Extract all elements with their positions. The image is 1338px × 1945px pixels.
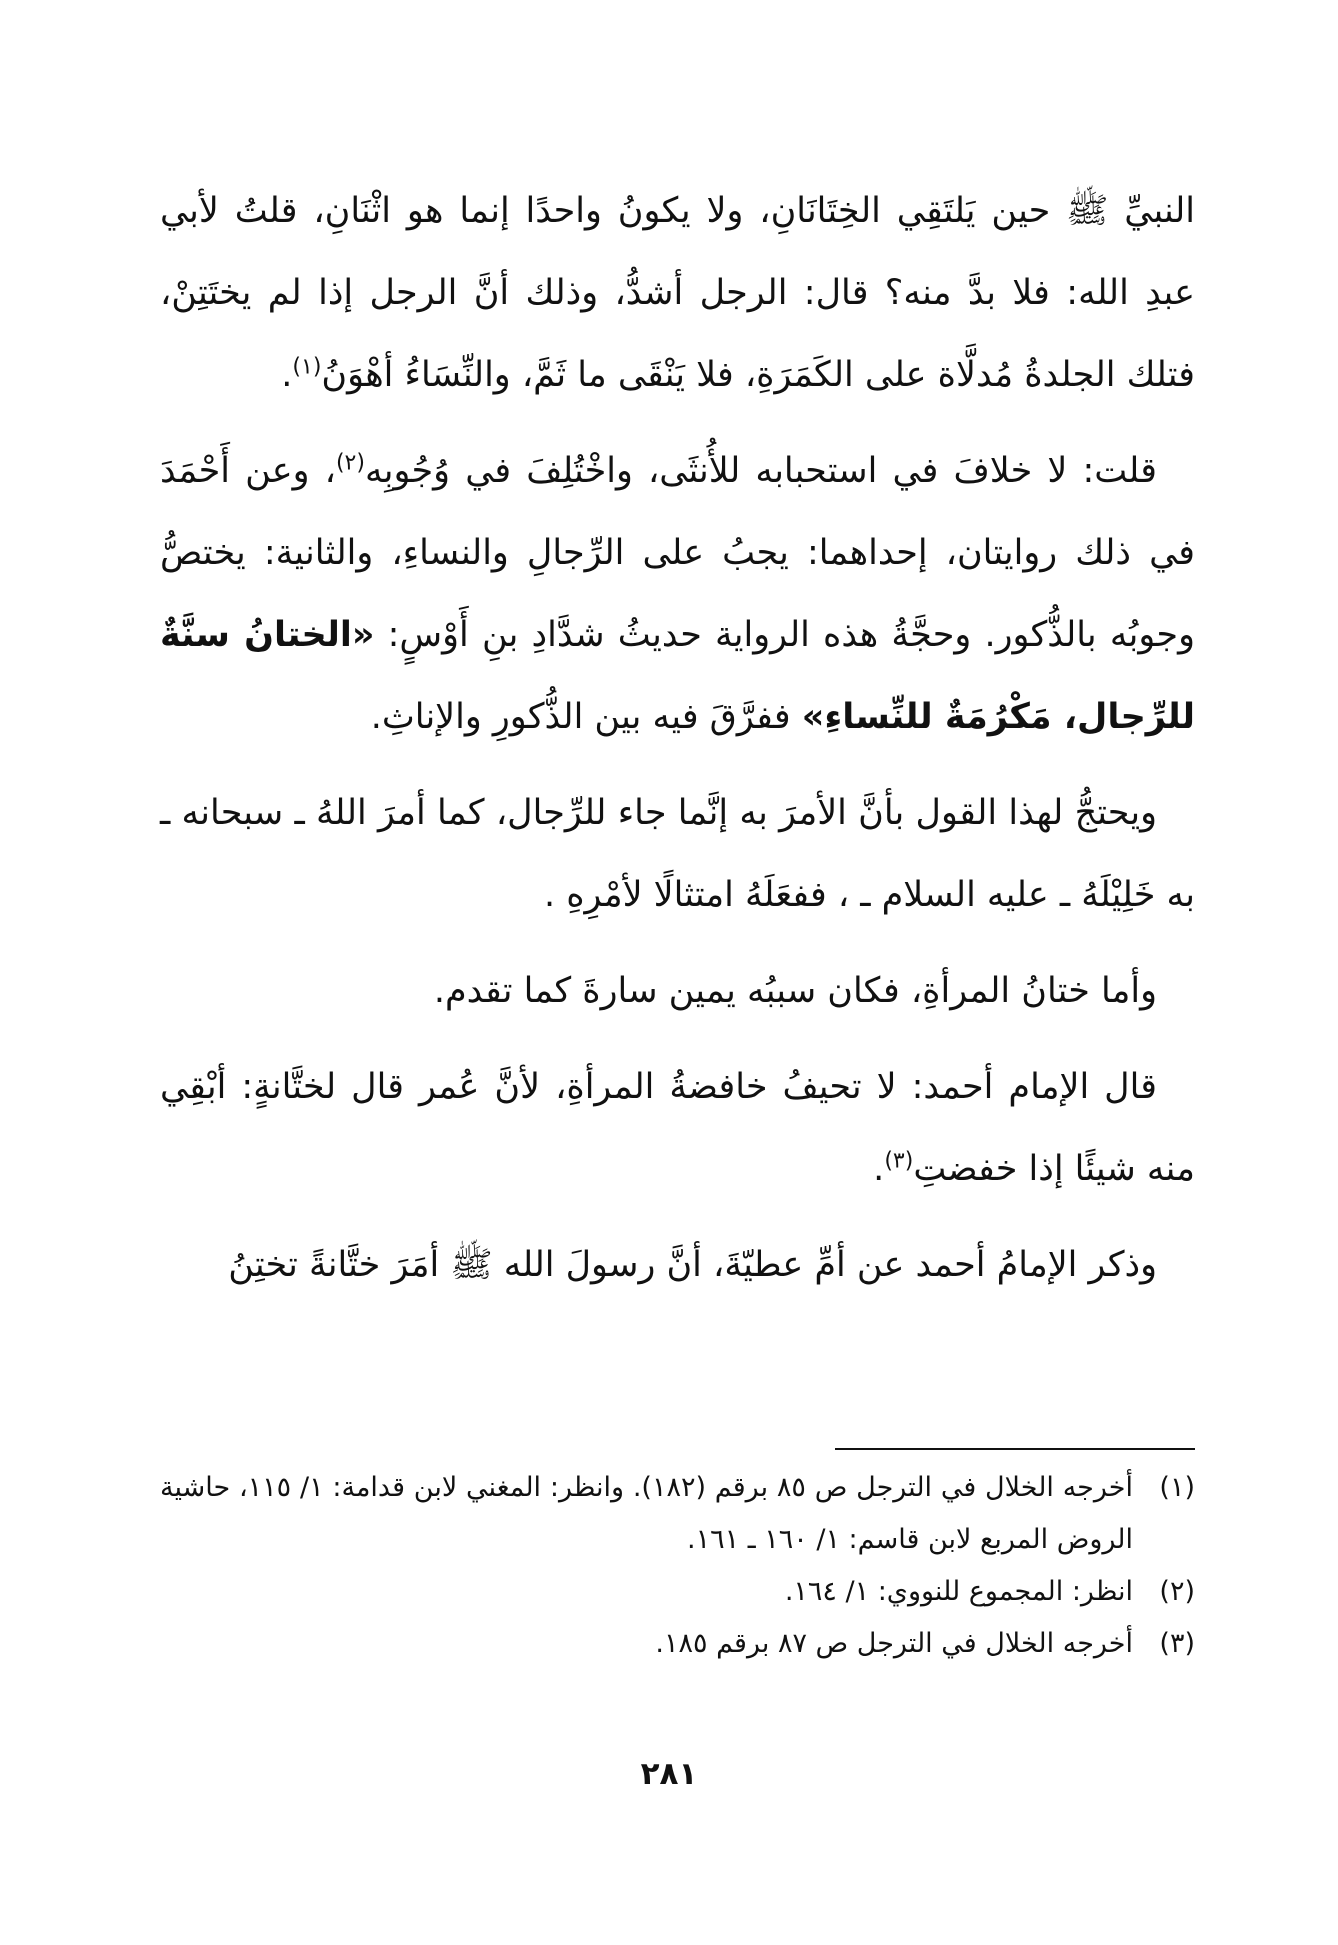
footnote-1 bbox=[160, 1462, 1195, 1566]
paragraph-tail: ، وعن أَحْمَدَ في ذلك روايتان، إحداهما: يجبُ على الرِّجالِ والنساءِ، والثانية: يختصُّ وجوبُه بالذُّكور. وحجَّةُ هذه الرواية حديثُ شدَّادِ بنِ أَوْسٍ: bbox=[160, 451, 1195, 655]
hadith-quote: «الختانُ سنَّةٌ للرِّجال، مَكْرُمَةٌ للنِّساءِ» bbox=[160, 615, 1195, 737]
paragraph-1 bbox=[160, 170, 1195, 416]
footnote-reference: (٢) bbox=[335, 450, 365, 476]
footnote-divider bbox=[835, 1448, 1195, 1450]
footnote-text: انظر: المجموع للنووي: ١/ ١٦٤. bbox=[784, 1576, 1133, 1607]
paragraph-3 bbox=[160, 772, 1195, 936]
paragraph-text: النبيِّ ﷺ حين يَلتَقِي الخِتَانَانِ، ولا يكونُ واحدًا إنما هو اثْنَانِ، قلتُ لأبي عبدِ الله: فلا بدَّ منه؟ قال: الرجل أشدُّ، وذلك أنَّ الرجل إذا لم يختَتِنْ، فتلك الجلدةُ مُدلَّاة على الكَمَرَةِ، فلا يَنْقَى ما ثَمَّ، والنِّسَاءُ أهْوَنُ bbox=[160, 191, 1195, 395]
paragraph-text: قال الإمام أحمد: لا تحيفُ خافضةُ المرأةِ، لأنَّ عُمر قال لختَّانةٍ: أبْقِي منه شيئًا إذا خفضتِ bbox=[160, 1067, 1195, 1189]
paragraph-4 bbox=[160, 950, 1195, 1032]
paragraph-text: وأما ختانُ المرأةِ، فكان سببُه يمين سارةَ كما تقدم. bbox=[433, 971, 1157, 1011]
paragraph-tail: . bbox=[281, 355, 293, 395]
footnote-reference: (٣) bbox=[884, 1148, 914, 1174]
paragraph-2 bbox=[160, 430, 1195, 758]
main-text bbox=[160, 170, 1195, 1320]
footnote-3 bbox=[160, 1618, 1195, 1670]
footnote-number: (١) bbox=[1159, 1472, 1195, 1503]
paragraph-text: قلت: لا خلافَ في استحبابه للأُنثَى، واخْتُلِفَ في وُجُوبِه bbox=[364, 451, 1157, 491]
footnote-2 bbox=[160, 1566, 1195, 1618]
footnote-number: (٢) bbox=[1159, 1576, 1195, 1607]
page-number: ٢٨١ bbox=[640, 1756, 698, 1792]
footnote-reference: (١) bbox=[292, 354, 322, 380]
paragraph-6 bbox=[160, 1224, 1195, 1306]
footnotes bbox=[160, 1462, 1195, 1670]
paragraph-tail: . bbox=[873, 1149, 885, 1189]
paragraph-text: وذكر الإمامُ أحمد عن أمِّ عطيّةَ، أنَّ رسولَ الله ﷺ أمَرَ ختَّانةً تختِنُ bbox=[228, 1245, 1157, 1285]
footnote-text: أخرجه الخلال في الترجل ص ٨٥ برقم (١٨٢). وانظر: المغني لابن قدامة: ١/ ١١٥، حاشية الروض المربع لابن قاسم: ١/ ١٦٠ ـ ١٦١. bbox=[160, 1472, 1133, 1555]
paragraph-text: ويحتجُّ لهذا القول بأنَّ الأمرَ به إنَّما جاء للرِّجال، كما أمرَ اللهُ ـ سبحانه ـ به خَلِيْلَهُ ـ عليه السلام ـ ، ففعَلَهُ امتثالًا لأمْرِهِ . bbox=[160, 793, 1195, 915]
footnote-number: (٣) bbox=[1159, 1628, 1195, 1659]
paragraph-5 bbox=[160, 1046, 1195, 1210]
paragraph-after-quote: ففرَّقَ فيه بين الذُّكورِ والإناثِ. bbox=[370, 697, 802, 737]
footnote-text: أخرجه الخلال في الترجل ص ٨٧ برقم ١٨٥. bbox=[655, 1628, 1133, 1659]
